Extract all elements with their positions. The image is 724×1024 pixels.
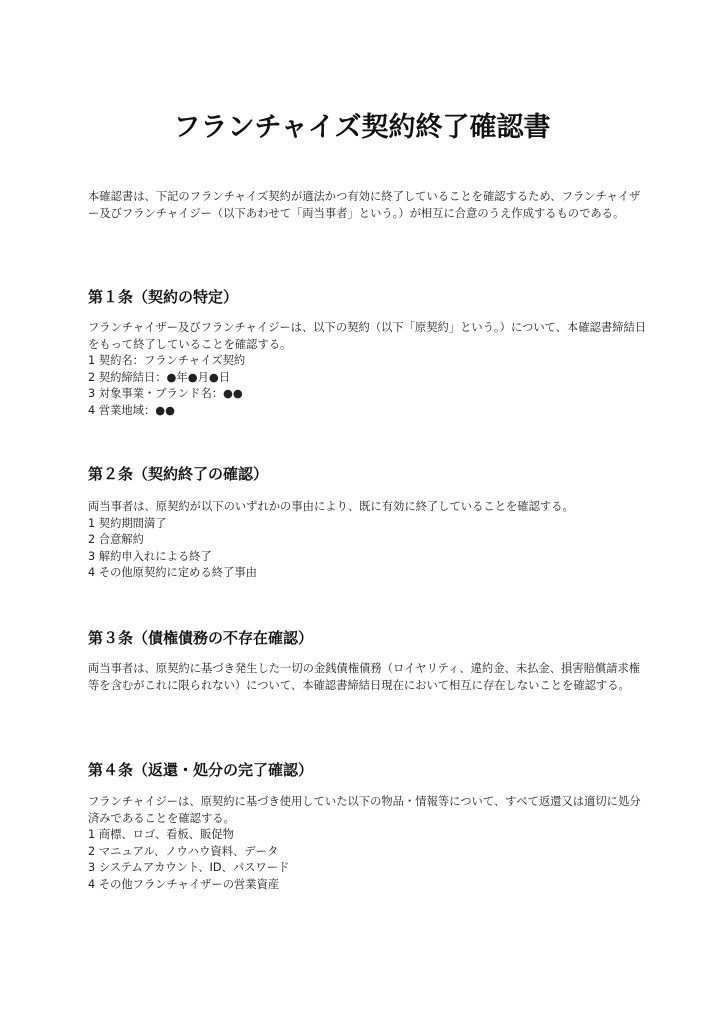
- article-4-list: [88, 827, 648, 893]
- list-item: 1 契約名：フランチャイズ契約: [88, 354, 246, 367]
- article-3-section: [88, 661, 648, 694]
- list-item: 2 マニュアル、ノウハウ資料、データ: [88, 844, 279, 858]
- list-item: 4 その他フランチャイザーの営業資産: [88, 877, 280, 891]
- article-3-body: 両当事者は、原契約に基づき発生した一切の金銭債権債務（ロイヤリティ、違約金、未払金、損害賠償請求権等を含むがこれに限られない）について、本確認書締結日現在において相互に存在しないことを確認する。: [88, 662, 641, 692]
- document-title: フランチャイズ契約終了確認書: [173, 112, 551, 143]
- intro-paragraph: [88, 189, 648, 222]
- list-item: 4 営業地域：●●: [88, 403, 175, 417]
- article-4-section: [88, 794, 648, 893]
- article-1-heading: 第１条（契約の特定）: [88, 288, 239, 306]
- list-item: 2 合意解約: [88, 533, 144, 546]
- list-item: 2 契約締結日：●年●月●日: [88, 370, 231, 384]
- list-item: 3 解約申入れによる終了: [88, 549, 212, 563]
- list-item: 3 対象事業・ブランド名：●●: [88, 387, 243, 400]
- list-item: 1 商標、ロゴ、看板、販促物: [88, 828, 234, 841]
- list-item: 4 その他原契約に定める終了事由: [88, 566, 257, 579]
- article-4-heading: 第４条（返還・処分の完了確認）: [88, 761, 314, 779]
- article-1-section: [88, 320, 648, 419]
- article-2-list: [88, 516, 648, 582]
- article-1-body: フランチャイザー及びフランチャイジーは、以下の契約（以下「原契約」という。）について、本確認書締結日をもって終了していることを確認する。: [88, 321, 647, 351]
- article-2-body: 両当事者は、原契約が以下のいずれかの事由により、既に有効に終了していることを確認する。: [88, 500, 574, 513]
- article-1-list: [88, 353, 648, 419]
- article-2-heading: 第２条（契約終了の確認）: [88, 465, 269, 483]
- article-2-section: [88, 499, 648, 582]
- list-item: 3 システムアカウント、ID、パスワード: [88, 861, 290, 874]
- list-item: 1 契約期間満了: [88, 516, 167, 530]
- article-3-heading: 第３条（債権債務の不存在確認）: [88, 629, 314, 647]
- intro-text: 本確認書は、下記のフランチャイズ契約が適法かつ有効に終了していることを確認するため、フランチャイザー及びフランチャイジー（以下あわせて「両当事者」という。）が相互に合意のうえ作成するものである。: [88, 190, 641, 220]
- article-4-body: フランチャイジーは、原契約に基づき使用していた以下の物品・情報等について、すべて返還又は適切に処分済みであることを確認する。: [88, 795, 641, 825]
